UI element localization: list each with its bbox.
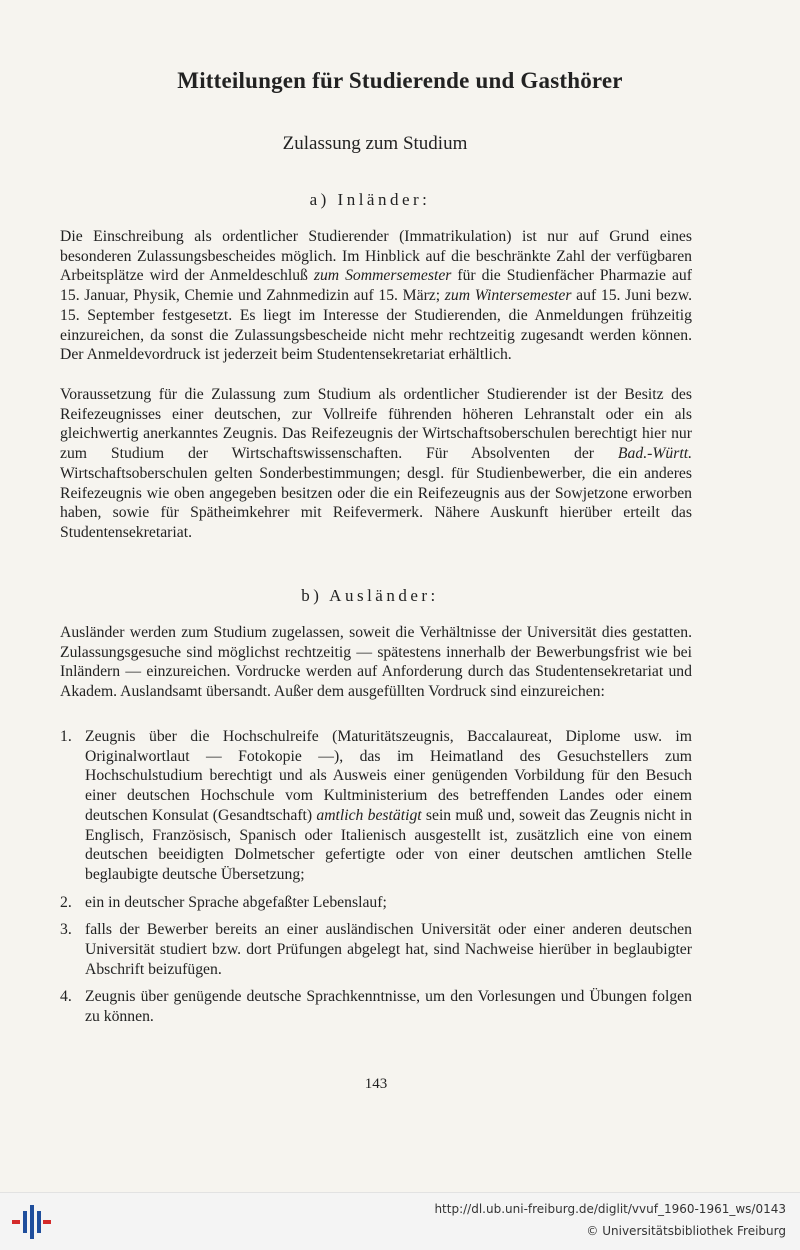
copyright-text: © Universitätsbibliothek Freiburg — [586, 1224, 786, 1238]
requirements-list — [60, 727, 692, 1035]
text-run: Voraussetzung für die Zulassung zum Studium als ordentlicher Studierender ist der Besitz des Reifezeugnisses einer deutschen, zur Vollreife führenden höheren Lehranstalt oder ein als gleichwertig anerkanntes Zeugnis. Das Reifezeugnis der Wirtschaftsoberschulen berechtigt hier nur zum Studium der Wirtschaftswissenschaften. Für Absolventen der — [60, 386, 692, 463]
text-run: Ausländer werden zum Studium zugelassen, soweit die Verhältnisse der Universität dies gestatten. Zulassungsgesuche sind möglichst rechtzeitig — spätestens innerhalb der Bewerbungsfrist wie bei Inländern — einzureichen. Vordrucke werden auf Anforderung durch das Studentensekretariat und Akadem. Auslandsamt übersandt. Außer dem ausgefüllten Vordruck sind einzureichen: — [60, 624, 692, 701]
list-item-text — [85, 894, 387, 911]
paragraph — [60, 385, 692, 543]
text-run: sein muß und, soweit das Zeugnis nicht in Englisch, Französisch, Spanisch oder Italienisch ausgestellt ist, zusätzlich eine von einem deutschen beeidigten Dolmetscher gefertigte oder von einer deutschen amtlichen Stelle beglaubigte deutsche Übersetzung; — [85, 806, 692, 883]
list-item — [60, 920, 692, 979]
subsection-heading-a: a) Inländer: — [309, 190, 431, 209]
permalink-link[interactable]: http://dl.ub.uni-freiburg.de/diglit/vvuf_1960-1961_ws/0143 — [434, 1202, 786, 1216]
list-item-text — [85, 988, 692, 1025]
list-item-number: 2. — [60, 893, 72, 911]
page-number: 143 — [364, 1076, 388, 1092]
list-item-text — [85, 921, 692, 977]
text-run: falls der Bewerber bereits an einer ausländischen Universität oder einer anderen deutschen Universität studiert bzw. dort Prüfungen abgelegt hat, sind Nachweise hierüber in beglaubigter Abschrift beizufügen. — [85, 921, 692, 978]
text-run: Zeugnis über die Hochschulreife (Maturitätszeugnis, Baccalaureat, Diplome usw. im Originalwortlaut — Fotokopie —), das im Heimatland des Gesuchstellers zum Hochschulstudium berechtigt und als Ausweis einer genügenden Vorbildung für den Besuch einer deutschen Hochschule vom Kultministerium des betreffenden Landes oder einem deutschen Konsulat (Gesandtschaft) — [85, 728, 692, 824]
text-run: ein in deutscher Sprache abgefaßter Lebenslauf; — [85, 893, 387, 911]
list-item-number: 1. — [60, 728, 72, 745]
list-item-text — [85, 728, 692, 883]
list-item — [60, 987, 692, 1026]
paragraph — [60, 623, 692, 702]
viewer-footer — [0, 1192, 800, 1250]
text-run: Die Einschreibung als ordentlicher Studierender (Immatrikulation) ist nur auf Grund eines besonderen Zulassungsbescheides möglich. Im Hinblick auf die beschränkte Zahl der verfügbaren Arbeitsplätze wird der Anmeldeschluß — [60, 228, 692, 285]
page-title: Mitteilungen für Studierende und Gasthörer — [177, 68, 623, 93]
emphasis-text: amtlich bestätigt — [316, 806, 422, 824]
text-run: für die Studienfächer Pharmazie auf 15. Januar, Physik, Chemie und Zahnmedizin auf 15. März; — [60, 267, 692, 305]
subsection-heading-b: b) Ausländer: — [301, 586, 439, 605]
text-run: Wirtschaftsoberschulen gelten Sonderbestimmungen; desgl. für Studienbewerber, die ein anderes Reifezeugnis wie oben angegeben besitzen oder die ein Reifezeugnis aus der Sowjetzone erworben haben, sowie für Spätheimkehrer mit Reifevermerk. Nähere Auskunft hierüber erteilt das Studentensekretariat. — [60, 464, 692, 541]
emphasis-text: zum Sommersemester — [313, 267, 452, 285]
text-run: auf 15. Juni bezw. 15. September festgesetzt. Es liegt im Interesse der Studierenden, die Anmeldungen frühzeitig einzureichen, da sonst die Zulassungsbescheide nicht mehr rechtzeitig zugesandt werden können. Der Anmeldevordruck ist jederzeit beim Studentensekretariat erhältlich. — [60, 287, 692, 364]
emphasis-text: Bad.-Württ. — [617, 445, 692, 463]
list-item — [60, 727, 692, 885]
list-item-number: 4. — [60, 988, 72, 1006]
section-title: Zulassung zum Studium — [282, 133, 468, 154]
ub-freiburg-logo-icon — [10, 1201, 52, 1243]
list-item-number: 3. — [60, 921, 72, 939]
paragraph — [60, 227, 692, 365]
list-item — [60, 893, 692, 913]
emphasis-text: zum Wintersemester — [444, 287, 572, 305]
text-run: Zeugnis über genügende deutsche Sprachkenntnisse, um den Vorlesungen und Übungen folgen zu können. — [85, 988, 692, 1026]
